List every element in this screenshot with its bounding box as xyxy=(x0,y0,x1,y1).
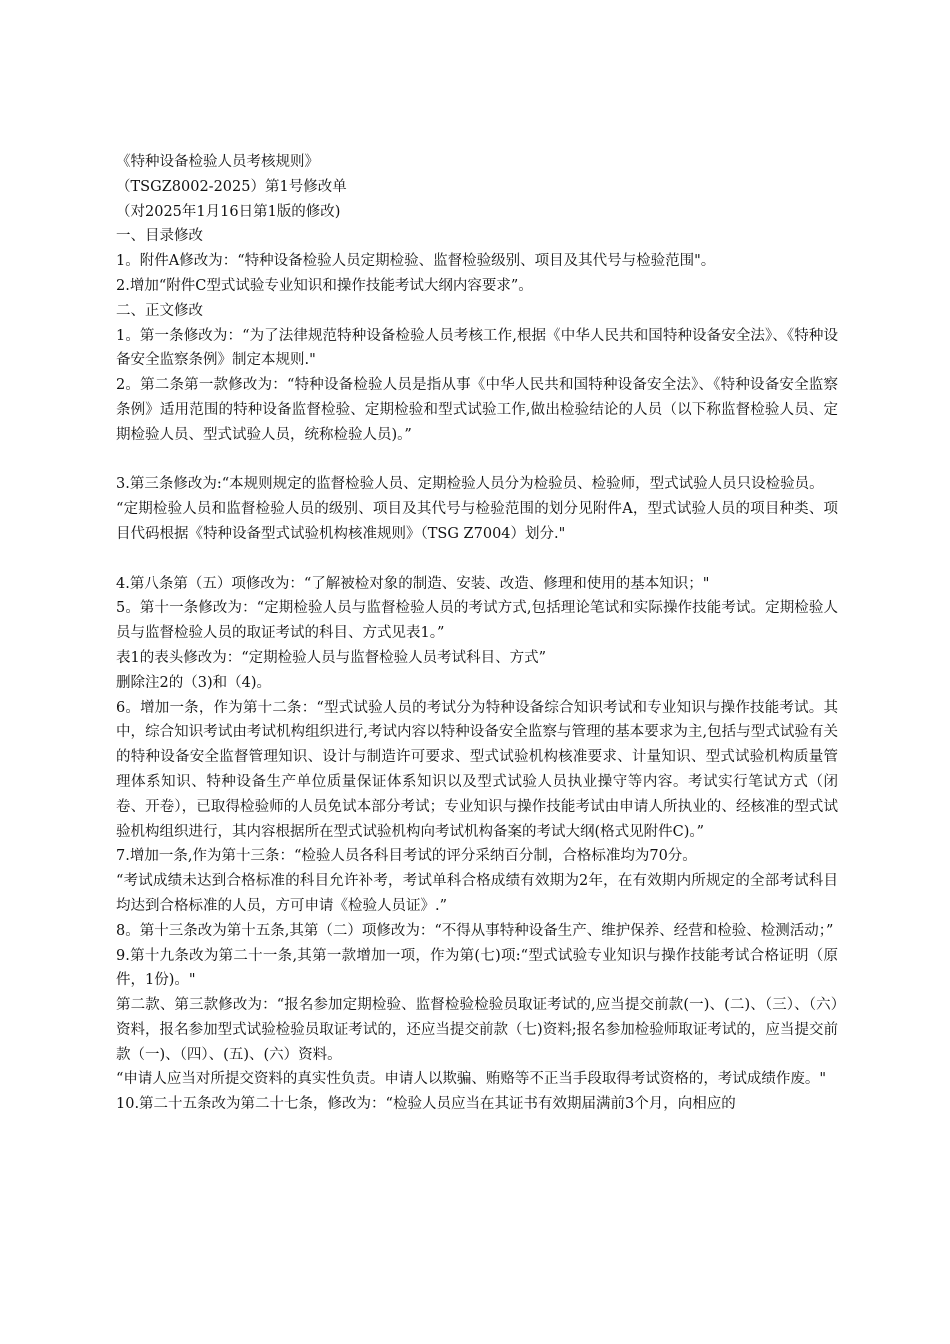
document-title: 《特种设备检验人员考核规则》 xyxy=(116,154,319,170)
paragraph: 6。增加一条，作为第十二条：“型式试验人员的考试分为特种设备综合知识考试和专业知识与操作技能考试。其中，综合知识考试由考试机构组织进行,考试内容以特种设备安全监察与管理的基本要求为主,包括与型式试验有关的特种设备安全监督管理知识、设计与制造许可要求、型式试验机构核准要求、计量知识、型式试验机构质量管理体系知识、特种设备生产单位质量保证体系知识以及型式试验人员执业操守等内容。考试实行笔试方式（闭卷、开卷），已取得检验师的人员免试本部分考试；专业知识与操作技能考试由申请人所执业的、经核准的型式试验机构组织进行，其内容根据所在型式试验机构向考试机构备案的考试大纲(格式见附件C)。” xyxy=(116,699,838,840)
toc-item: 1。附件A修改为：“特种设备检验人员定期检验、监督检验级别、项目及其代号与检验范围"。 xyxy=(116,253,716,270)
paragraph: “申请人应当对所提交资料的真实性负责。申请人以欺骗、贿赂等不正当手段取得考试资格的，考试成绩作废。" xyxy=(116,1071,827,1088)
paragraph: 删除注2的（3)和（4)。 xyxy=(116,674,271,691)
section-heading-toc: 一、目录修改 xyxy=(116,228,203,245)
section-heading-body: 二、正文修改 xyxy=(116,302,203,319)
paragraph: 第二款、第三款修改为：“报名参加定期检验、监督检验检验员取证考试的,应当提交前款(一)、(二)、（三）、（六）资料，报名参加型式试验检验员取证考试的，还应当提交前款（七)资料;报名参加检验师取证考试的，应当提交前款（一)、（四）、(五)、(六）资料。 xyxy=(116,997,838,1063)
paragraph: 7.增加一条,作为第十三条：“检验人员各科目考试的评分采纳百分制，合格标准均为70分。 xyxy=(116,848,697,865)
paragraph-gap xyxy=(116,448,838,473)
paragraph: 3.第三条修改为:“本规则规定的监督检验人员、定期检验人员分为检验员、检验师，型式试验人员只设检验员。 xyxy=(116,476,824,493)
paragraph-gap xyxy=(116,547,838,572)
paragraph: 5。第十一条修改为：“定期检验人员与监督检验人员的考试方式,包括理论笔试和实际操作技能考试。定期检验人员与监督检验人员的取证考试的科目、方式见表1。” xyxy=(116,600,838,642)
paragraph: 1。第一条修改为：“为了法律规范特种设备检验人员考核工作,根据《中华人民共和国特种设备安全法》、《特种设备安全监察条例》制定本规则." xyxy=(116,327,838,369)
toc-item: 2.增加“附件C型式试验专业知识和操作技能考试大纲内容要求”。 xyxy=(116,277,533,294)
document-page xyxy=(116,150,838,1117)
paragraph: 表1的表头修改为：“定期检验人员与监督检验人员考试科目、方式” xyxy=(116,649,547,666)
paragraph: 9.第十九条改为第二十一条,其第一款增加一项，作为第(七)项:“型式试验专业知识与操作技能考试合格证明（原件，1份)。" xyxy=(116,947,838,989)
paragraph: “定期检验人员和监督检验人员的级别、项目及其代号与检验范围的划分见附件A，型式试验人员的项目种类、项目代码根据《特种设备型式试验机构核准规则》（TSG Z7004）划分." xyxy=(116,501,838,542)
paragraph: “考试成绩未达到合格标准的科目允许补考，考试单科合格成绩有效期为2年，在有效期内所规定的全部考试科目均达到合格标准的人员，方可申请《检验人员证》.” xyxy=(116,873,838,914)
document-revision-note: （对2025年1月16日第1版的修改) xyxy=(116,203,341,220)
paragraph: 2。第二条第一款修改为：“特种设备检验人员是指从事《中华人民共和国特种设备安全法》、《特种设备安全监察条例》适用范围的特种设备监督检验、定期检验和型式试验工作,做出检验结论的人员（以下称监督检验人员、定期检验人员、型式试验人员，统称检验人员)。” xyxy=(116,377,838,443)
document-code: （TSGZ8002-2025）第1号修改单 xyxy=(116,178,347,195)
paragraph: 10.第二十五条改为第二十七条，修改为：“检验人员应当在其证书有效期届满前3个月，向相应的 xyxy=(116,1096,736,1113)
paragraph: 4.第八条第（五）项修改为：“了解被检对象的制造、安装、改造、修理和使用的基本知识；" xyxy=(116,575,710,592)
paragraph: 8。第十三条改为第十五条,其第（二）项修改为：“不得从事特种设备生产、维护保养、经营和检验、检测活动；” xyxy=(116,922,834,939)
